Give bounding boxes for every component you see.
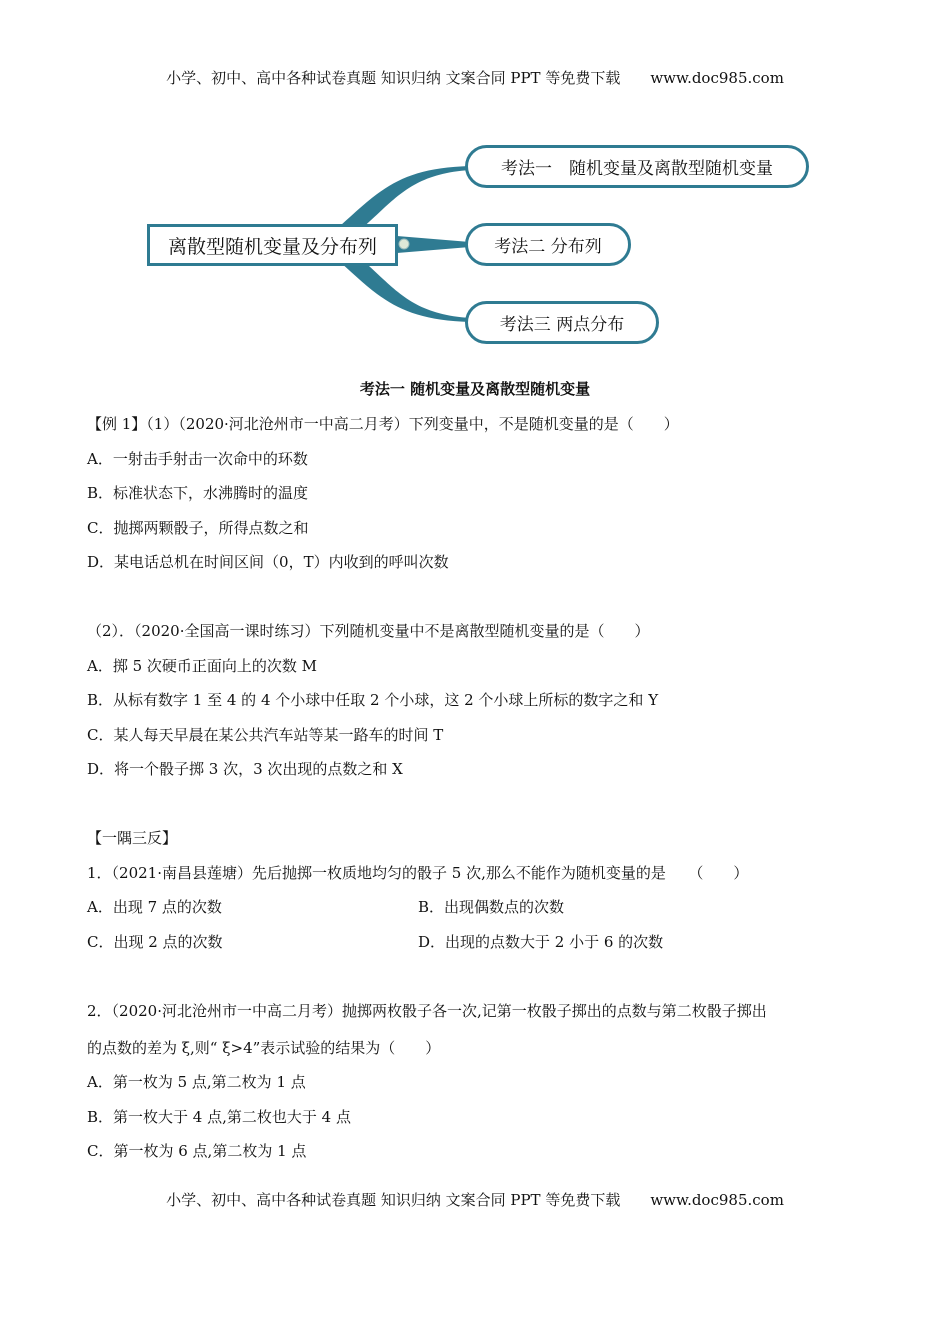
text-line: C．某人每天早晨在某公共汽车站等某一路车的时间 T bbox=[87, 726, 444, 744]
text-line: A．第一枚为 5 点,第二枚为 1 点 bbox=[87, 1073, 306, 1091]
page-footer: 小学、初中、高中各种试卷真题 知识归纳 文案合同 PPT 等免费下载 www.doc985.com bbox=[166, 1191, 784, 1209]
mindmap-branch-3: 考法三 两点分布 bbox=[465, 301, 659, 344]
text-line: B．第一枚大于 4 点,第二枚也大于 4 点 bbox=[87, 1108, 351, 1126]
text-line: B．出现偶数点的次数 bbox=[418, 898, 565, 916]
page-header: 小学、初中、高中各种试卷真题 知识归纳 文案合同 PPT 等免费下载 www.doc985.com bbox=[166, 69, 784, 87]
text-line: B．标准状态下，水沸腾时的温度 bbox=[87, 484, 309, 502]
text-line: D．某电话总机在时间区间（0，T）内收到的呼叫次数 bbox=[87, 553, 449, 571]
text-line: A．一射击手射击一次命中的环数 bbox=[87, 450, 308, 468]
text-line: D．出现的点数大于 2 小于 6 的次数 bbox=[418, 933, 664, 951]
text-line: C．出现 2 点的次数 bbox=[87, 933, 223, 951]
section-title: 考法一 随机变量及离散型随机变量 bbox=[359, 380, 591, 398]
mindmap-root: 离散型随机变量及分布列 bbox=[147, 224, 398, 266]
text-line: 2．（2020·河北沧州市一中高二月考）抛掷两枚骰子各一次,记第一枚骰子掷出的点数与第二枚骰子掷出 bbox=[87, 1002, 767, 1020]
mindmap-branch-2: 考法二 分布列 bbox=[465, 223, 631, 266]
text-line: 的点数的差为 ξ,则“ ξ>4”表示试验的结果为（ ） bbox=[87, 1039, 441, 1057]
text-line: A．掷 5 次硬币正面向上的次数 M bbox=[87, 657, 318, 675]
text-line: （2）．（2020·全国高一课时练习）下列随机变量中不是离散型随机变量的是（ ） bbox=[87, 622, 650, 640]
text-line: D．将一个骰子掷 3 次，3 次出现的点数之和 X bbox=[87, 760, 403, 778]
mindmap-branch-1: 考法一 随机变量及离散型随机变量 bbox=[465, 145, 809, 188]
text-line: A．出现 7 点的次数 bbox=[87, 898, 222, 916]
text-line: C．第一枚为 6 点,第二枚为 1 点 bbox=[87, 1142, 307, 1160]
text-line: 【一隅三反】 bbox=[87, 829, 178, 847]
text-line: C．抛掷两颗骰子，所得点数之和 bbox=[87, 519, 309, 537]
text-line: 1．（2021·南昌县莲塘）先后抛掷一枚质地均匀的骰子 5 次,那么不能作为随机变量的是 （ ） bbox=[87, 864, 749, 882]
text-line: B．从标有数字 1 至 4 的 4 个小球中任取 2 个小球，这 2 个小球上所标的数字之和 Y bbox=[87, 691, 659, 709]
text-line: 【例 1】（1）（2020·河北沧州市一中高二月考）下列变量中，不是随机变量的是（ ） bbox=[87, 415, 679, 433]
